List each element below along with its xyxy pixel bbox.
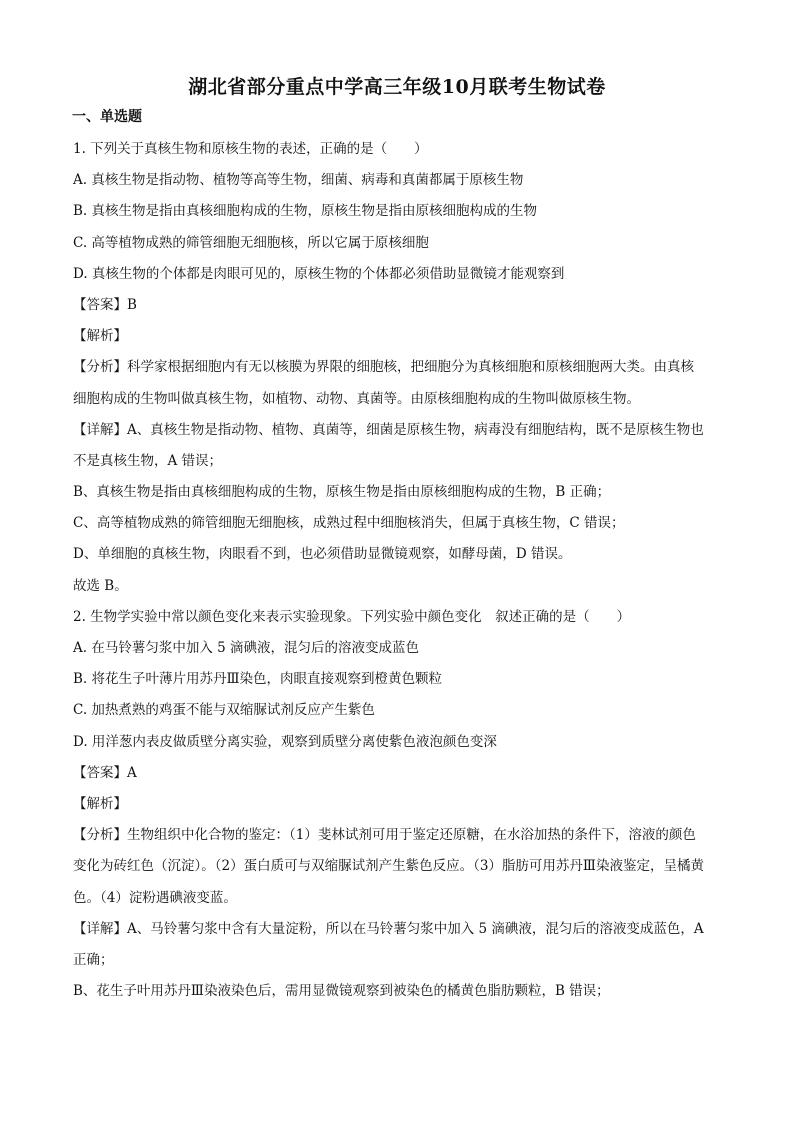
question-2-answer: 【答案】A [73, 764, 137, 781]
question-1-option-d: D. 真核生物的个体都是肉眼可见的，原核生物的个体都必须借助显微镜才能观察到 [73, 265, 565, 282]
question-1-conclusion: 故选 B。 [73, 577, 128, 594]
question-1-answer: 【答案】B [73, 296, 137, 313]
question-2-option-d: D. 用洋葱内表皮做质壁分离实验，观察到质壁分离使紫色液泡颜色变深 [73, 733, 497, 750]
question-2-analysis-text: 色。（4）淀粉遇碘液变蓝。 [73, 889, 237, 906]
question-2-option-c: C. 加热煮熟的鸡蛋不能与双缩脲试剂反应产生紫色 [73, 702, 375, 719]
question-2-analysis-label: 【解析】 [73, 795, 127, 812]
question-1-option-a: A. 真核生物是指动物、植物等高等生物，细菌、病毒和真菌都属于原核生物 [73, 172, 524, 189]
question-1-option-b: B. 真核生物是指由真核细胞构成的生物，原核生物是指由原核细胞构成的生物 [73, 203, 538, 220]
question-1-analysis-label: 【解析】 [73, 328, 127, 345]
section-heading: 一、单选题 [72, 109, 142, 125]
question-1-detail-text: 【详解】A、真核生物是指动物、植物、真菌等，细菌是原核生物，病毒没有细胞结构，既不是原核生物也 [73, 421, 704, 438]
question-1-detail-text: B、真核生物是指由真核细胞构成的生物，原核生物是指由原核细胞构成的生物，B 正确； [73, 484, 611, 501]
question-1-option-c: C. 高等植物成熟的筛管细胞无细胞核，所以它属于原核细胞 [73, 234, 429, 251]
question-2-stem: 2. 生物学实验中常以颜色变化来表示实验现象。下列实验中颜色变化 叙述正确的是（ ） [73, 608, 631, 625]
question-1-analysis-text: 【分析】科学家根据细胞内有无以核膜为界限的细胞核，把细胞分为真核细胞和原核细胞两大类。由真核 [73, 359, 694, 376]
question-2-option-b: B. 将花生子叶薄片用苏丹Ⅲ染色，肉眼直接观察到橙黄色颗粒 [73, 671, 443, 688]
question-1-analysis-text: 细胞构成的生物叫做真核生物，如植物、动物、真菌等。由原核细胞构成的生物叫做原核生物。 [73, 390, 640, 407]
question-1-detail-text: C、高等植物成熟的筛管细胞无细胞核，成熟过程中细胞核消失，但属于真核生物，C 错误； [73, 515, 625, 532]
document-body [73, 138, 723, 1011]
question-1-detail-text: D、单细胞的真核生物，肉眼看不到，也必须借助显微镜观察，如酵母菌，D 错误。 [73, 546, 572, 563]
question-2-option-a: A. 在马铃薯匀浆中加入 5 滴碘液，混匀后的溶液变成蓝色 [73, 640, 420, 656]
question-2-analysis-text: 变化为砖红色（沉淀）。（2）蛋白质可与双缩脲试剂产生紫色反应。（3）脂肪可用苏丹Ⅲ染液鉴定，呈橘黄 [73, 858, 704, 875]
page-title: 湖北省部分重点中学高三年级10月联考生物试卷 [188, 76, 606, 98]
question-2-analysis-text: 【分析】生物组织中化合物的鉴定：（1）斐林试剂可用于鉴定还原糖，在水浴加热的条件下，溶液的颜色 [73, 827, 696, 844]
question-2-detail-text: 【详解】A、马铃薯匀浆中含有大量淀粉，所以在马铃薯匀浆中加入 5 滴碘液，混匀后的溶液变成蓝色，A [73, 920, 704, 937]
question-1-detail-text: 不是真核生物，A 错误； [73, 452, 223, 469]
question-2-detail-text: 正确； [73, 951, 114, 968]
question-1-stem: 1. 下列关于真核生物和原核生物的表述，正确的是（ ） [73, 141, 428, 157]
question-2-detail-text: B、花生子叶用苏丹Ⅲ染液染色后，需用显微镜观察到被染色的橘黄色脂肪颗粒，B 错误； [73, 983, 610, 1000]
